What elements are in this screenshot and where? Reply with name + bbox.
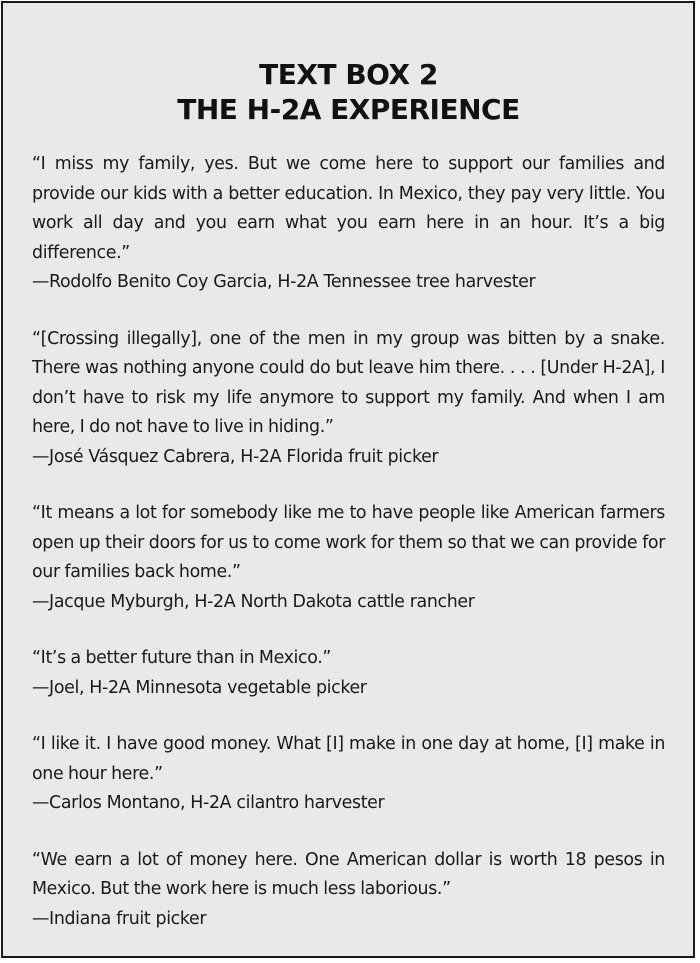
quote-text: “I like it. I have good money. What [I] make in one day at home, [I] make in one hour here.” (32, 734, 665, 784)
quote-attribution: —Rodolfo Benito Coy Garcia, H-2A Tennessee tree harvester (32, 272, 536, 292)
quote-block (32, 730, 665, 819)
box-title (32, 57, 665, 127)
quote-block (32, 499, 665, 617)
quote-block (32, 325, 665, 473)
quote-attribution: —Joel, H-2A Minnesota vegetable picker (32, 677, 367, 698)
quote-text: “I miss my family, yes. But we come here to support our families and provide our kids with a better education. In Mexico, they pay very little. You work all day and you earn what you earn here in an hour. It’s a big difference.” (32, 154, 665, 263)
quote-attribution: —José Vásquez Cabrera, H-2A Florida fruit picker (32, 446, 439, 467)
quote-attribution: —Jacque Myburgh, H-2A North Dakota cattle rancher (32, 591, 475, 612)
quote-text: “[Crossing illegally], one of the men in my group was bitten by a snake. There was nothing anyone could do but leave him there. . . . [Under H-2A], I don’t have to risk my life anymore to support my family. And when I am here, I do not have to live in hiding.” (32, 328, 665, 437)
quote-text: “It’s a better future than in Mexico.” (32, 648, 332, 668)
box-title-line-1: TEXT BOX 2 (259, 58, 438, 91)
quote-block (32, 644, 665, 703)
quote-text: “It means a lot for somebody like me to have people like American farmers open up their doors for us to come work for them so that we can provide for our families back home.” (32, 503, 665, 582)
quote-attribution: —Indiana fruit picker (32, 908, 207, 929)
quote-block (32, 150, 665, 298)
box-title-line-2: THE H-2A EXPERIENCE (177, 93, 520, 126)
quote-block (32, 846, 665, 935)
text-box (1, 1, 695, 958)
quote-attribution: —Carlos Montano, H-2A cilantro harvester (32, 793, 385, 813)
quote-text: “We earn a lot of money here. One American dollar is worth 18 pesos in Mexico. But the work here is much less laborious.” (32, 849, 665, 899)
